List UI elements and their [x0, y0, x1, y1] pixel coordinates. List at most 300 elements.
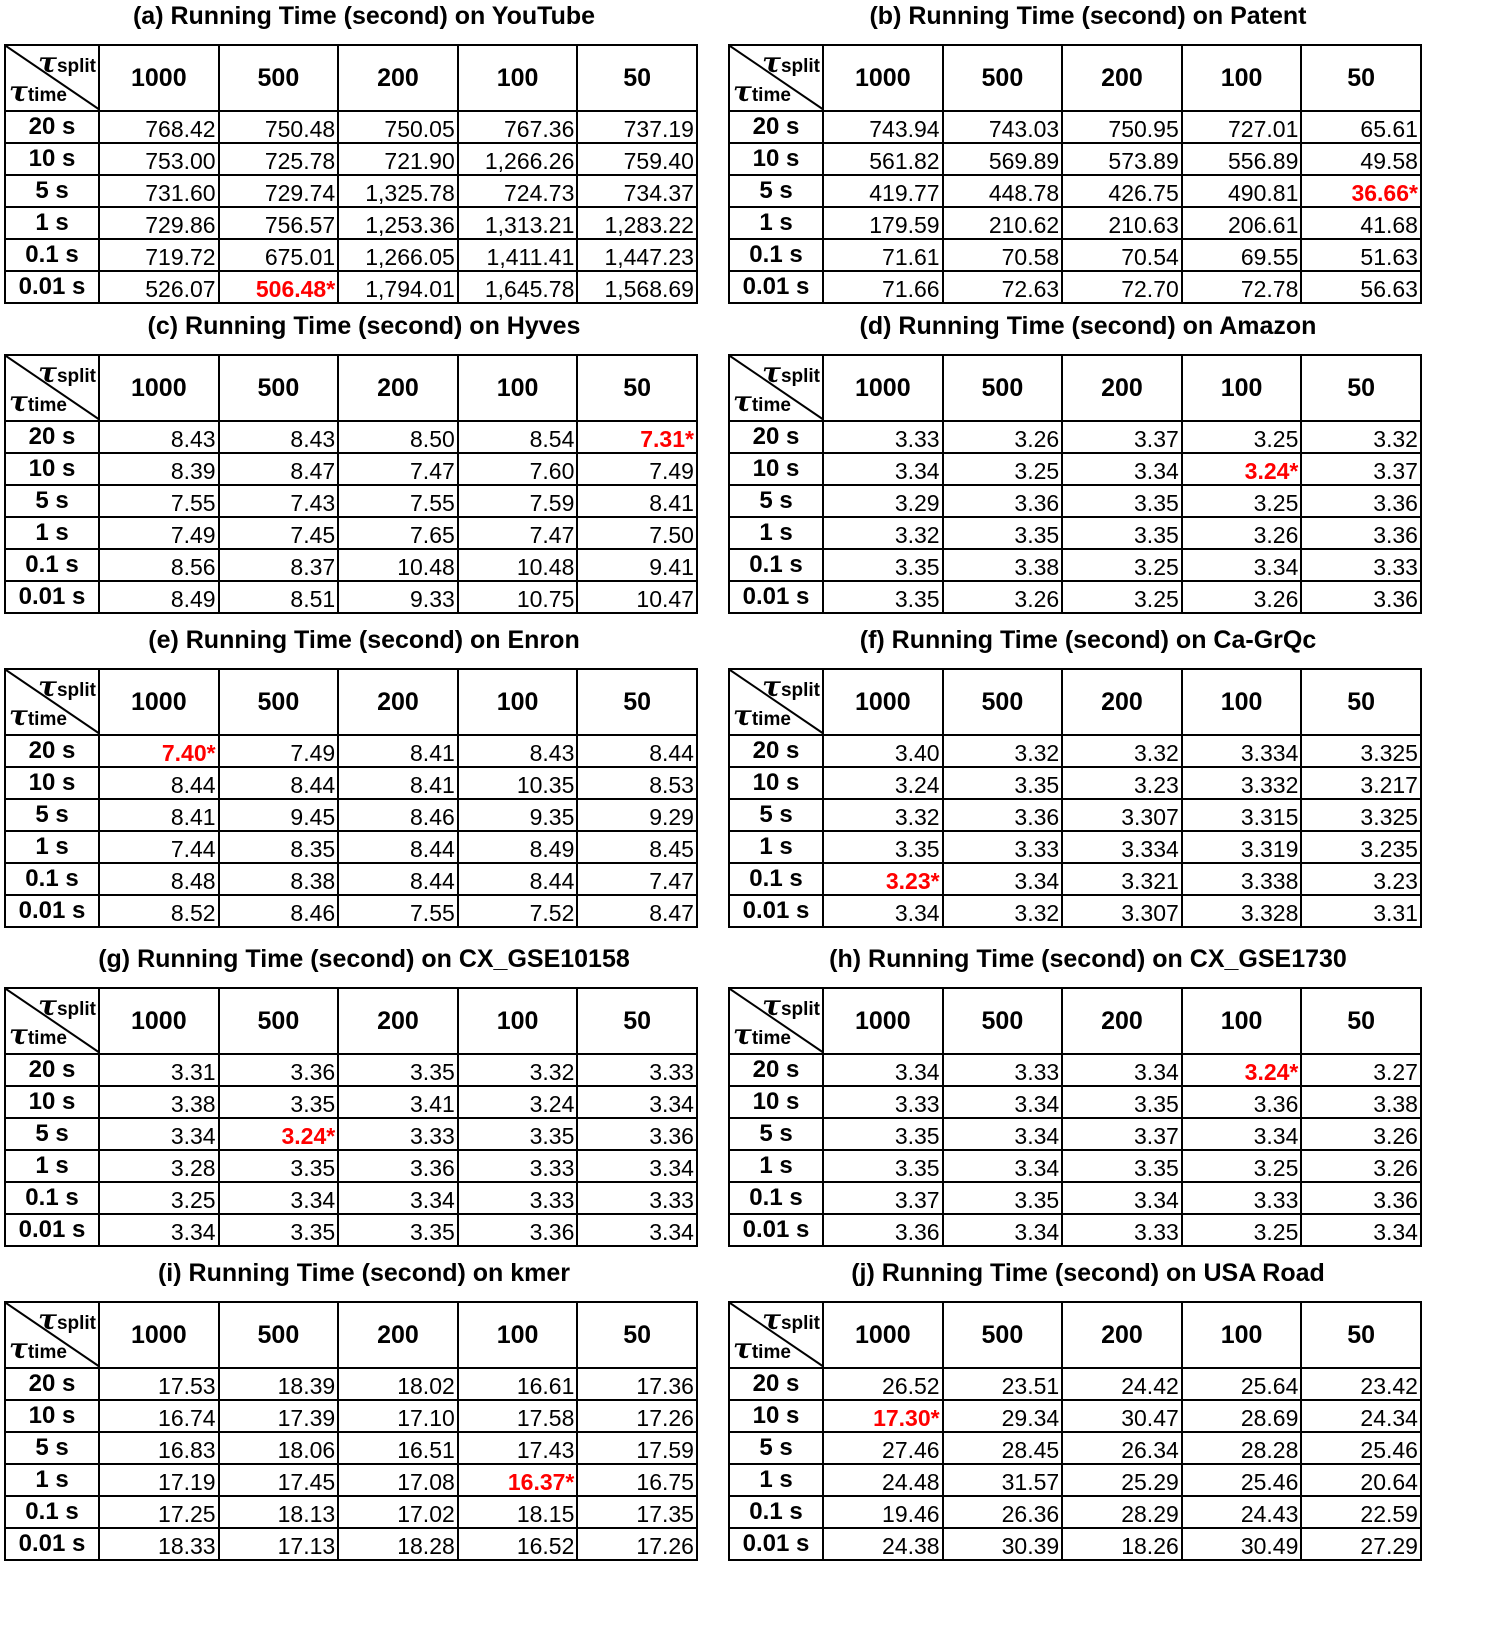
- row-label: 20 s: [729, 111, 823, 143]
- value-cell: 3.35: [1062, 485, 1182, 517]
- value-cell: 72.70: [1062, 271, 1182, 303]
- row-label: 1 s: [5, 517, 99, 549]
- column-header: 50: [1301, 45, 1421, 111]
- time-subscript: time: [27, 395, 67, 416]
- value-cell: 3.332: [1182, 767, 1302, 799]
- tau-time-label: [9, 1332, 67, 1365]
- row-label: 1 s: [5, 1464, 99, 1496]
- split-subscript: split: [56, 680, 96, 701]
- table-row: [5, 863, 697, 895]
- value-cell: 3.23: [1301, 863, 1421, 895]
- value-cell: 10.48: [338, 549, 458, 581]
- value-cell: 9.29: [577, 799, 697, 831]
- value-cell: 3.35: [338, 1054, 458, 1086]
- value-cell: 756.57: [219, 207, 339, 239]
- value-cell: 3.41: [338, 1086, 458, 1118]
- value-cell: 3.25: [1062, 549, 1182, 581]
- row-label: 0.1 s: [729, 863, 823, 895]
- tau-time-label: [733, 385, 791, 418]
- column-header: 100: [458, 1302, 578, 1368]
- column-header: 50: [577, 988, 697, 1054]
- value-cell: 8.45: [577, 831, 697, 863]
- table-row: [729, 1054, 1421, 1086]
- table-row: [5, 239, 697, 271]
- running-time-table: [728, 1301, 1422, 1561]
- value-cell: 3.34: [1301, 1214, 1421, 1246]
- table-row: [729, 735, 1421, 767]
- table-row: [729, 111, 1421, 143]
- row-label: 20 s: [729, 1054, 823, 1086]
- value-cell: 1,645.78: [458, 271, 578, 303]
- value-cell: 8.44: [219, 767, 339, 799]
- value-cell: 3.26: [943, 421, 1063, 453]
- value-cell: 8.53: [577, 767, 697, 799]
- value-cell: 7.44: [99, 831, 219, 863]
- value-cell: 17.58: [458, 1400, 578, 1432]
- value-cell: 8.37: [219, 549, 339, 581]
- value-cell: 8.35: [219, 831, 339, 863]
- value-cell: 18.33: [99, 1528, 219, 1560]
- table-row: [729, 1528, 1421, 1560]
- value-cell: 1,794.01: [338, 271, 458, 303]
- value-cell: 23.51: [943, 1368, 1063, 1400]
- row-label: 0.1 s: [5, 863, 99, 895]
- value-cell: 3.25: [1062, 581, 1182, 613]
- column-header: 100: [458, 988, 578, 1054]
- value-cell: 3.34: [943, 1214, 1063, 1246]
- column-header: 100: [1182, 355, 1302, 421]
- value-cell: 9.41: [577, 549, 697, 581]
- table-row: [729, 421, 1421, 453]
- value-cell: 18.39: [219, 1368, 339, 1400]
- column-header: 200: [1062, 988, 1182, 1054]
- value-cell: 3.37: [1062, 421, 1182, 453]
- value-cell: 3.34: [99, 1214, 219, 1246]
- value-cell: 7.47: [577, 863, 697, 895]
- value-cell: 569.89: [943, 143, 1063, 175]
- row-label: 0.1 s: [729, 239, 823, 271]
- column-header: 100: [1182, 988, 1302, 1054]
- value-cell: 3.35: [338, 1214, 458, 1246]
- row-label: 10 s: [729, 453, 823, 485]
- split-subscript: split: [56, 1313, 96, 1334]
- column-header: 500: [219, 669, 339, 735]
- value-cell: 206.61: [1182, 207, 1302, 239]
- table-row: [5, 549, 697, 581]
- value-cell: 8.41: [577, 485, 697, 517]
- value-cell: 3.34: [577, 1150, 697, 1182]
- column-header: 50: [577, 355, 697, 421]
- table-row: [5, 1118, 697, 1150]
- value-cell: 29.34: [943, 1400, 1063, 1432]
- value-cell: 3.38: [1301, 1086, 1421, 1118]
- column-header: 200: [1062, 669, 1182, 735]
- value-cell: 16.74: [99, 1400, 219, 1432]
- value-cell: 426.75: [1062, 175, 1182, 207]
- tau-time-label: [733, 1018, 791, 1051]
- value-cell: 8.49: [458, 831, 578, 863]
- best-value-cell: 17.30*: [823, 1400, 943, 1432]
- row-label: 20 s: [5, 111, 99, 143]
- header-row: [5, 988, 697, 1054]
- table-row: [5, 1464, 697, 1496]
- value-cell: 3.35: [823, 1118, 943, 1150]
- tau-time-label: [9, 75, 67, 108]
- tau-symbol: τ: [762, 670, 781, 703]
- value-cell: 3.34: [99, 1118, 219, 1150]
- row-label: 20 s: [729, 735, 823, 767]
- value-cell: 3.34: [1062, 1054, 1182, 1086]
- value-cell: 7.47: [338, 453, 458, 485]
- value-cell: 17.43: [458, 1432, 578, 1464]
- row-label: 10 s: [729, 1400, 823, 1432]
- value-cell: 3.33: [823, 1086, 943, 1118]
- value-cell: 767.36: [458, 111, 578, 143]
- tau-symbol: τ: [762, 356, 781, 389]
- running-time-table: [728, 668, 1422, 928]
- value-cell: 3.25: [99, 1182, 219, 1214]
- value-cell: 3.34: [1062, 453, 1182, 485]
- value-cell: 3.33: [823, 421, 943, 453]
- split-subscript: split: [780, 366, 820, 387]
- table-row: [5, 143, 697, 175]
- best-value-cell: 3.24*: [219, 1118, 339, 1150]
- table-panel: [724, 1257, 1452, 1581]
- value-cell: 3.26: [1182, 517, 1302, 549]
- value-cell: 526.07: [99, 271, 219, 303]
- row-label: 1 s: [5, 831, 99, 863]
- row-label: 5 s: [729, 485, 823, 517]
- row-label: 10 s: [729, 143, 823, 175]
- table-row: [729, 799, 1421, 831]
- corner-cell: [729, 1302, 823, 1368]
- table-row: [5, 895, 697, 927]
- row-label: 0.1 s: [729, 549, 823, 581]
- value-cell: 28.69: [1182, 1400, 1302, 1432]
- value-cell: 3.32: [823, 517, 943, 549]
- value-cell: 9.35: [458, 799, 578, 831]
- tau-symbol: τ: [762, 989, 781, 1022]
- row-label: 10 s: [5, 1400, 99, 1432]
- value-cell: 3.26: [1301, 1150, 1421, 1182]
- tau-time-label: [733, 75, 791, 108]
- tau-symbol: τ: [733, 1332, 752, 1365]
- value-cell: 7.47: [458, 517, 578, 549]
- value-cell: 3.334: [1182, 735, 1302, 767]
- value-cell: 3.32: [1062, 735, 1182, 767]
- time-subscript: time: [27, 709, 67, 730]
- row-label: 5 s: [5, 1118, 99, 1150]
- value-cell: 419.77: [823, 175, 943, 207]
- value-cell: 7.45: [219, 517, 339, 549]
- time-subscript: time: [751, 1342, 791, 1363]
- value-cell: 28.29: [1062, 1496, 1182, 1528]
- value-cell: 41.68: [1301, 207, 1421, 239]
- row-label: 10 s: [5, 767, 99, 799]
- value-cell: 49.58: [1301, 143, 1421, 175]
- table-row: [729, 831, 1421, 863]
- value-cell: 7.60: [458, 453, 578, 485]
- value-cell: 17.35: [577, 1496, 697, 1528]
- tau-symbol: τ: [733, 699, 752, 732]
- row-label: 1 s: [5, 207, 99, 239]
- column-header: 200: [338, 45, 458, 111]
- value-cell: 750.05: [338, 111, 458, 143]
- table-row: [5, 1368, 697, 1400]
- best-value-cell: 506.48*: [219, 271, 339, 303]
- value-cell: 22.59: [1301, 1496, 1421, 1528]
- time-subscript: time: [751, 1028, 791, 1049]
- corner-cell: [5, 355, 99, 421]
- value-cell: 3.34: [943, 863, 1063, 895]
- value-cell: 16.75: [577, 1464, 697, 1496]
- value-cell: 3.33: [458, 1150, 578, 1182]
- column-header: 50: [577, 669, 697, 735]
- value-cell: 17.19: [99, 1464, 219, 1496]
- column-header: 200: [1062, 45, 1182, 111]
- value-cell: 7.59: [458, 485, 578, 517]
- column-header: 200: [338, 988, 458, 1054]
- column-header: 500: [943, 355, 1063, 421]
- panel-title: (h) Running Time (second) on CX_GSE1730: [829, 945, 1347, 973]
- value-cell: 8.43: [458, 735, 578, 767]
- table-row: [729, 1150, 1421, 1182]
- value-cell: 72.78: [1182, 271, 1302, 303]
- column-header: 100: [1182, 45, 1302, 111]
- tau-symbol: τ: [38, 989, 57, 1022]
- header-row: [5, 45, 697, 111]
- value-cell: 3.37: [1062, 1118, 1182, 1150]
- tau-symbol: τ: [733, 385, 752, 418]
- value-cell: 210.62: [943, 207, 1063, 239]
- row-label: 1 s: [729, 1150, 823, 1182]
- value-cell: 7.49: [577, 453, 697, 485]
- value-cell: 7.55: [338, 485, 458, 517]
- row-label: 0.1 s: [5, 549, 99, 581]
- column-header: 500: [943, 45, 1063, 111]
- value-cell: 3.34: [1182, 549, 1302, 581]
- value-cell: 8.51: [219, 581, 339, 613]
- corner-cell: [5, 988, 99, 1054]
- row-label: 5 s: [729, 175, 823, 207]
- value-cell: 3.33: [577, 1182, 697, 1214]
- table-row: [729, 239, 1421, 271]
- column-header: 50: [1301, 355, 1421, 421]
- value-cell: 19.46: [823, 1496, 943, 1528]
- corner-cell: [729, 355, 823, 421]
- running-time-table: [4, 1301, 698, 1561]
- value-cell: 26.36: [943, 1496, 1063, 1528]
- split-subscript: split: [780, 1313, 820, 1334]
- value-cell: 3.25: [1182, 1150, 1302, 1182]
- value-cell: 18.28: [338, 1528, 458, 1560]
- tau-symbol: τ: [38, 1303, 57, 1336]
- value-cell: 65.61: [1301, 111, 1421, 143]
- table-panel: [0, 0, 728, 324]
- value-cell: 10.47: [577, 581, 697, 613]
- table-row: [5, 1496, 697, 1528]
- value-cell: 743.03: [943, 111, 1063, 143]
- value-cell: 561.82: [823, 143, 943, 175]
- column-header: 50: [1301, 1302, 1421, 1368]
- value-cell: 26.34: [1062, 1432, 1182, 1464]
- value-cell: 3.307: [1062, 799, 1182, 831]
- value-cell: 3.35: [823, 549, 943, 581]
- value-cell: 3.36: [1301, 1182, 1421, 1214]
- value-cell: 8.44: [99, 767, 219, 799]
- row-label: 0.01 s: [5, 1214, 99, 1246]
- row-label: 5 s: [5, 175, 99, 207]
- column-header: 1000: [99, 355, 219, 421]
- table-row: [5, 421, 697, 453]
- value-cell: 8.41: [99, 799, 219, 831]
- table-row: [5, 581, 697, 613]
- split-subscript: split: [56, 56, 96, 77]
- value-cell: 16.83: [99, 1432, 219, 1464]
- value-cell: 3.35: [823, 581, 943, 613]
- best-value-cell: 3.24*: [1182, 453, 1302, 485]
- value-cell: 8.39: [99, 453, 219, 485]
- value-cell: 729.86: [99, 207, 219, 239]
- value-cell: 25.46: [1182, 1464, 1302, 1496]
- value-cell: 31.57: [943, 1464, 1063, 1496]
- table-row: [729, 1432, 1421, 1464]
- value-cell: 3.34: [219, 1182, 339, 1214]
- tau-symbol: τ: [762, 46, 781, 79]
- column-header: 500: [219, 988, 339, 1054]
- value-cell: 719.72: [99, 239, 219, 271]
- value-cell: 16.52: [458, 1528, 578, 1560]
- row-label: 0.1 s: [729, 1182, 823, 1214]
- panel-title: (f) Running Time (second) on Ca-GrQc: [859, 626, 1317, 654]
- value-cell: 8.47: [219, 453, 339, 485]
- value-cell: 28.28: [1182, 1432, 1302, 1464]
- value-cell: 3.35: [219, 1214, 339, 1246]
- panel-title: (e) Running Time (second) on Enron: [148, 626, 580, 654]
- value-cell: 8.46: [338, 799, 458, 831]
- value-cell: 3.34: [823, 453, 943, 485]
- table-row: [5, 1086, 697, 1118]
- value-cell: 3.33: [943, 831, 1063, 863]
- best-value-cell: 3.24*: [1182, 1054, 1302, 1086]
- table-row: [729, 1118, 1421, 1150]
- tau-time-label: [733, 699, 791, 732]
- running-time-table: [728, 354, 1422, 614]
- value-cell: 3.36: [219, 1054, 339, 1086]
- tau-symbol: τ: [38, 356, 57, 389]
- value-cell: 8.44: [338, 831, 458, 863]
- column-header: 1000: [823, 669, 943, 735]
- column-header: 1000: [99, 1302, 219, 1368]
- panel-title: (b) Running Time (second) on Patent: [869, 2, 1307, 30]
- value-cell: 25.29: [1062, 1464, 1182, 1496]
- value-cell: 27.29: [1301, 1528, 1421, 1560]
- value-cell: 3.34: [823, 1054, 943, 1086]
- table-row: [5, 1400, 697, 1432]
- value-cell: 70.58: [943, 239, 1063, 271]
- value-cell: 20.64: [1301, 1464, 1421, 1496]
- row-label: 1 s: [729, 517, 823, 549]
- tau-symbol: τ: [9, 1332, 28, 1365]
- value-cell: 17.10: [338, 1400, 458, 1432]
- row-label: 5 s: [729, 799, 823, 831]
- value-cell: 3.26: [1182, 581, 1302, 613]
- table-row: [729, 549, 1421, 581]
- tau-time-label: [9, 1018, 67, 1051]
- table-row: [5, 1182, 697, 1214]
- value-cell: 8.38: [219, 863, 339, 895]
- value-cell: 675.01: [219, 239, 339, 271]
- table-row: [729, 863, 1421, 895]
- table-row: [729, 767, 1421, 799]
- value-cell: 17.25: [99, 1496, 219, 1528]
- value-cell: 30.47: [1062, 1400, 1182, 1432]
- value-cell: 17.26: [577, 1400, 697, 1432]
- column-header: 1000: [99, 669, 219, 735]
- value-cell: 3.25: [1182, 485, 1302, 517]
- value-cell: 734.37: [577, 175, 697, 207]
- column-header: 100: [458, 355, 578, 421]
- best-value-cell: 36.66*: [1301, 175, 1421, 207]
- value-cell: 3.31: [99, 1054, 219, 1086]
- value-cell: 28.45: [943, 1432, 1063, 1464]
- value-cell: 17.08: [338, 1464, 458, 1496]
- table-row: [729, 175, 1421, 207]
- header-row: [729, 45, 1421, 111]
- value-cell: 9.45: [219, 799, 339, 831]
- value-cell: 3.29: [823, 485, 943, 517]
- value-cell: 3.36: [1301, 581, 1421, 613]
- column-header: 500: [943, 988, 1063, 1054]
- value-cell: 3.35: [943, 517, 1063, 549]
- value-cell: 8.50: [338, 421, 458, 453]
- value-cell: 3.34: [338, 1182, 458, 1214]
- value-cell: 24.42: [1062, 1368, 1182, 1400]
- table-row: [5, 271, 697, 303]
- table-row: [5, 1528, 697, 1560]
- value-cell: 1,266.05: [338, 239, 458, 271]
- header-row: [5, 355, 697, 421]
- row-label: 20 s: [5, 1368, 99, 1400]
- value-cell: 3.25: [943, 453, 1063, 485]
- header-row: [5, 669, 697, 735]
- value-cell: 3.35: [219, 1150, 339, 1182]
- value-cell: 70.54: [1062, 239, 1182, 271]
- value-cell: 10.75: [458, 581, 578, 613]
- value-cell: 3.34: [943, 1150, 1063, 1182]
- value-cell: 10.48: [458, 549, 578, 581]
- row-label: 20 s: [5, 1054, 99, 1086]
- value-cell: 24.43: [1182, 1496, 1302, 1528]
- value-cell: 448.78: [943, 175, 1063, 207]
- value-cell: 3.321: [1062, 863, 1182, 895]
- corner-cell: [5, 1302, 99, 1368]
- value-cell: 1,283.22: [577, 207, 697, 239]
- value-cell: 750.48: [219, 111, 339, 143]
- value-cell: 3.217: [1301, 767, 1421, 799]
- time-subscript: time: [27, 85, 67, 106]
- table-row: [5, 799, 697, 831]
- column-header: 1000: [823, 355, 943, 421]
- value-cell: 3.334: [1062, 831, 1182, 863]
- table-row: [729, 453, 1421, 485]
- value-cell: 17.53: [99, 1368, 219, 1400]
- value-cell: 3.36: [1301, 517, 1421, 549]
- running-time-table: [4, 44, 698, 304]
- value-cell: 3.32: [1301, 421, 1421, 453]
- value-cell: 8.41: [338, 767, 458, 799]
- value-cell: 16.51: [338, 1432, 458, 1464]
